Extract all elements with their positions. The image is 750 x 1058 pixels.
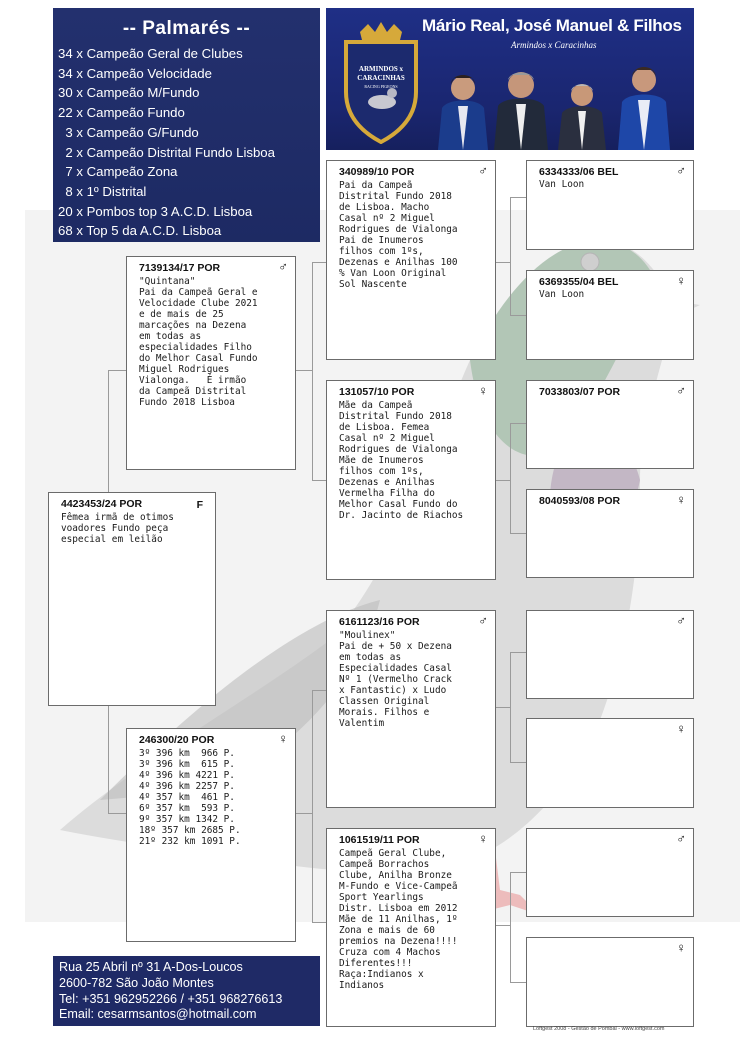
header-banner xyxy=(326,8,694,150)
crest-line3: RACING PIGEONS xyxy=(364,84,398,89)
connector xyxy=(510,872,511,982)
pedigree-card-ggp-8 xyxy=(526,937,694,1027)
palmares-item: 22 x Campeão Fundo xyxy=(58,105,185,121)
connector xyxy=(510,197,526,198)
connector xyxy=(312,690,313,922)
pigeon-description: Fêmea irmã de otimos voadores Fundo peça especial em leilão xyxy=(61,512,174,545)
crest-logo xyxy=(340,22,422,144)
male-symbol-icon: ♂ xyxy=(676,613,686,628)
palmares-title: -- Palmarés -- xyxy=(122,18,251,39)
connector xyxy=(510,872,526,873)
female-symbol-icon: ♀ xyxy=(478,831,488,846)
software-credit: Loftgest 2008 - Gestão de Pombal - www.loftgest.com xyxy=(533,1026,665,1032)
connector xyxy=(296,813,312,814)
connector xyxy=(312,480,326,481)
female-symbol-icon: ♀ xyxy=(676,940,686,955)
connector xyxy=(510,197,511,315)
palmares-panel xyxy=(53,8,320,242)
palmares-item: 34 x Campeão Velocidade xyxy=(58,65,212,81)
connector xyxy=(495,925,510,926)
pigeon-description: Pai da Campeã Distrital Fundo 2018 de Lisboa. Macho Casal nº 2 Miguel Rodrigues de Vialonga Pai de Inumeros filhos com 1ºs, Dezenas e Anilhas 100 % Van Loon Original Sol Nascente xyxy=(339,180,458,290)
palmares-item: 68 x Top 5 da A.C.D. Lisboa xyxy=(58,223,222,239)
male-symbol-icon: ♂ xyxy=(676,831,686,846)
connector xyxy=(510,423,511,533)
ring-number: 7033803/07 POR xyxy=(539,386,621,398)
connector xyxy=(510,533,526,534)
pedigree-card-sire-dam xyxy=(326,380,496,580)
crest-line1: ARMINDOS x xyxy=(358,65,404,73)
contact-footer xyxy=(53,956,320,1026)
pedigree-card-dam-dam xyxy=(326,828,496,1027)
ring-number: 4423453/24 POR xyxy=(61,498,143,510)
palmares-item: 7 x Campeão Zona xyxy=(58,164,178,180)
pedigree-card-sire xyxy=(126,256,296,470)
male-symbol-icon: ♂ xyxy=(478,163,488,178)
ring-number: 6161123/16 POR xyxy=(339,616,420,628)
ring-number: 246300/20 POR xyxy=(139,734,215,746)
male-symbol-icon: ♂ xyxy=(676,163,686,178)
connector xyxy=(296,370,312,371)
ring-number: 6369355/04 BEL xyxy=(539,276,619,288)
pedigree-card-ggp-3 xyxy=(526,380,694,469)
address-line: Rua 25 Abril nº 31 A-Dos-Loucos xyxy=(59,960,243,974)
connector xyxy=(495,480,510,481)
pedigree-card-dam xyxy=(126,728,296,942)
address-line: 2600-782 São João Montes xyxy=(59,975,214,990)
pedigree-card-dam-sire xyxy=(326,610,496,808)
ring-number: 131057/10 POR xyxy=(339,386,415,398)
connector xyxy=(510,652,511,762)
connector xyxy=(510,652,526,653)
connector xyxy=(510,982,526,983)
connector xyxy=(312,690,326,691)
pedigree-card-subject xyxy=(48,492,216,706)
palmares-item: 34 x Campeão Geral de Clubes xyxy=(58,46,243,61)
connector xyxy=(510,762,526,763)
connector xyxy=(312,922,326,923)
female-symbol-icon: ♀ xyxy=(676,492,686,507)
ring-number: 7139134/17 POR xyxy=(139,262,221,274)
pigeon-description: Van Loon xyxy=(539,289,585,300)
email-address: Email: cesarmsantos@hotmail.com xyxy=(59,1007,257,1022)
connector xyxy=(495,707,510,708)
connector xyxy=(108,813,126,814)
palmares-item: 20 x Pombos top 3 A.C.D. Lisboa xyxy=(58,203,253,219)
pedigree-card-ggp-5 xyxy=(526,610,694,699)
sex-label: F xyxy=(196,499,203,511)
female-symbol-icon: ♀ xyxy=(278,731,288,746)
loft-subtitle: Armindos x Caracinhas xyxy=(511,40,597,50)
crest-line2: CARACINHAS xyxy=(357,74,405,82)
phone-numbers: Tel: +351 962952266 / +351 968276613 xyxy=(59,991,283,1006)
person-figure xyxy=(618,67,670,150)
pedigree-card-ggp-4 xyxy=(526,489,694,578)
loft-title: Mário Real, José Manuel & Filhos xyxy=(422,16,682,35)
female-symbol-icon: ♀ xyxy=(676,721,686,736)
male-symbol-icon: ♂ xyxy=(676,383,686,398)
family-photo xyxy=(438,58,688,150)
connector xyxy=(510,423,526,424)
ring-number: 1061519/11 POR xyxy=(339,834,420,846)
pigeon-description: Mãe da Campeã Distrital Fundo 2018 de Lisboa. Femea Casal nº 2 Miguel Rodrigues de Vialonga Mãe de Inumeros filhos com 1ºs, Dezenas e Anilhas Vermelha Filha do Melhor Casal Fundo do Dr. Jacinto de Riachos xyxy=(339,400,464,521)
pedigree-card-ggp-7 xyxy=(526,828,694,917)
person-figure xyxy=(438,75,488,150)
pedigree-card-ggp-6 xyxy=(526,718,694,808)
person-figure xyxy=(494,72,548,150)
pigeon-description: "Moulinex" Pai de + 50 x Dezena em todas as Especialidades Casal Nº 1 (Vermelho Crack x Fantastic) x Ludo Classen Original Morais. Filhos e Valentim xyxy=(339,630,452,729)
pedigree-card-sire-sire xyxy=(326,160,496,360)
crest-shield-icon xyxy=(340,22,422,144)
connector xyxy=(312,262,326,263)
connector xyxy=(312,262,313,480)
male-symbol-icon: ♂ xyxy=(478,613,488,628)
female-symbol-icon: ♀ xyxy=(676,273,686,288)
palmares-item: 2 x Campeão Distrital Fundo Lisboa xyxy=(58,144,275,160)
pigeon-description: "Quintana" Pai da Campeã Geral e Velocidade Clube 2021 e de mais de 25 marcações na Dezena em todas as especialidades Filho do Melhor Casal Fundo Miguel Rodrigues Vialonga. É irmão da Campeã Distrital Fundo 2018 Lisboa xyxy=(139,276,258,408)
palmares-item: 30 x Campeão M/Fundo xyxy=(58,85,200,101)
pedigree-card-ggp-1 xyxy=(526,160,694,250)
palmares-item: 3 x Campeão G/Fundo xyxy=(58,124,199,140)
pigeon-description: 3º 396 km 966 P. 3º 396 km 615 P. 4º 396 km 4221 P. 4º 396 km 2257 P. 4º 357 km 461 P. 6º 357 km 593 P. 9º 357 km 1342 P. 18º 357 km 2685 P. 21º 232 km 1091 P. xyxy=(139,748,241,847)
connector xyxy=(495,262,510,263)
female-symbol-icon: ♀ xyxy=(478,383,488,398)
male-symbol-icon: ♂ xyxy=(278,259,288,274)
ring-number: 8040593/08 POR xyxy=(539,495,621,507)
pigeon-description: Campeã Geral Clube, Campeã Borrachos Clube, Anilha Bronze M-Fundo e Vice-Campeã Sport Yearlings Distr. Lisboa em 2012 Mãe de 11 Anilhas, 1º Zona e mais de 60 premios na Dezena!!!! Cruza com 4 Machos Diferentes!!! Raça:Indianos x Indianos xyxy=(339,848,458,991)
ring-number: 6334333/06 BEL xyxy=(539,166,619,178)
pedigree-card-ggp-2 xyxy=(526,270,694,360)
connector xyxy=(510,315,526,316)
ring-number: 340989/10 POR xyxy=(339,166,415,178)
palmares-list xyxy=(53,44,320,241)
pigeon-description: Van Loon xyxy=(539,179,585,190)
palmares-item: 8 x 1º Distrital xyxy=(58,183,147,199)
connector xyxy=(108,370,126,371)
person-figure xyxy=(558,84,606,150)
